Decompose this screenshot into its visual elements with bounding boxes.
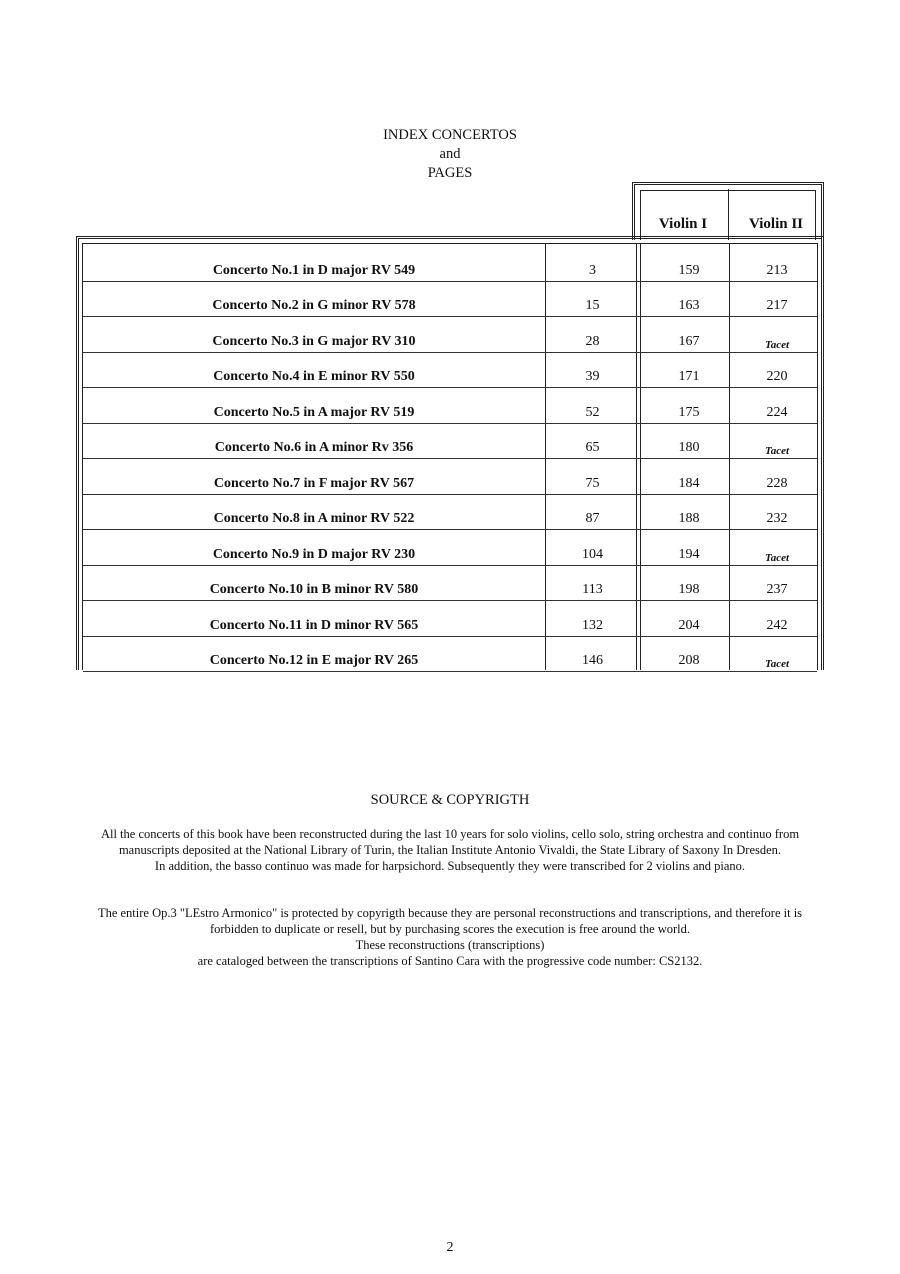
title-line-1: INDEX CONCERTOS bbox=[383, 127, 517, 143]
concerto-name: Concerto No.2 in G minor RV 578 bbox=[212, 298, 416, 313]
source-paragraph-2-line-3: are cataloged between the transcriptions of Santino Cara with the progressive code number: CS2132. bbox=[197, 954, 703, 968]
table-row bbox=[83, 352, 817, 389]
violin1-page: 171 bbox=[678, 369, 700, 384]
violin1-page: 175 bbox=[678, 404, 700, 420]
score-page: 15 bbox=[585, 298, 600, 313]
violin2-page: 228 bbox=[766, 475, 788, 491]
concerto-name: Concerto No.4 in E minor RV 550 bbox=[213, 369, 415, 384]
violin1-page: 188 bbox=[678, 511, 700, 526]
violin2-page: 220 bbox=[766, 369, 788, 384]
score-page: 75 bbox=[585, 475, 600, 491]
table-row bbox=[83, 600, 817, 637]
score-page: 65 bbox=[585, 440, 600, 455]
source-paragraph-2 bbox=[95, 905, 805, 969]
table-row bbox=[83, 245, 817, 282]
violin2-page: 213 bbox=[766, 262, 788, 278]
source-title: SOURCE & COPYRIGTH bbox=[370, 792, 530, 808]
concerto-name: Concerto No.12 in E major RV 265 bbox=[209, 653, 419, 668]
source-paragraph-1-line-1: All the concerts of this book have been reconstructed during the last 10 years for solo violins, cello solo, string orchestra and continuo from manuscripts deposited at the National Library of Turin, the Italian Institute Antonio Vivaldi, the State Library of Saxony In Dresden. bbox=[100, 827, 800, 857]
violin1-page: 204 bbox=[678, 617, 700, 633]
source-paragraph-1 bbox=[95, 826, 805, 874]
violin1-page: 194 bbox=[678, 546, 700, 562]
table-row bbox=[83, 494, 817, 531]
score-page: 104 bbox=[582, 546, 603, 562]
violin1-page: 208 bbox=[678, 653, 700, 668]
violin1-page: 167 bbox=[678, 333, 700, 349]
index-title bbox=[0, 126, 900, 183]
source-paragraph-2-line-1: The entire Op.3 "LEstro Armonico" is protected by copyrigth because they are personal reconstructions and transcriptions, and therefore it is forbidden to duplicate or resell, but by purchasing scores the execution is free around the world. bbox=[97, 906, 803, 936]
violin1-page: 180 bbox=[678, 440, 700, 455]
table-row bbox=[83, 316, 817, 353]
violin2-page: Tacet bbox=[764, 338, 790, 351]
table-row bbox=[83, 387, 817, 424]
violin1-header: Violin I bbox=[658, 216, 708, 232]
violin1-page: 184 bbox=[678, 475, 700, 491]
concerto-name: Concerto No.1 in D major RV 549 bbox=[212, 262, 416, 278]
concerto-name: Concerto No.9 in D major RV 230 bbox=[212, 546, 416, 562]
score-page: 52 bbox=[585, 404, 600, 420]
violin-header-box bbox=[632, 182, 824, 240]
concerto-name: Concerto No.8 in A minor RV 522 bbox=[213, 511, 415, 526]
violin2-page: 232 bbox=[766, 511, 788, 526]
concerto-name: Concerto No.10 in B minor RV 580 bbox=[209, 582, 419, 597]
violin2-page: 237 bbox=[766, 582, 788, 597]
score-page: 28 bbox=[585, 333, 600, 349]
concerto-name: Concerto No.7 in F major RV 567 bbox=[213, 475, 415, 491]
table-row bbox=[83, 565, 817, 602]
table-row bbox=[83, 636, 817, 673]
violin1-page: 198 bbox=[678, 582, 700, 597]
concerto-name: Concerto No.5 in A major RV 519 bbox=[213, 404, 415, 420]
concerto-name: Concerto No.11 in D minor RV 565 bbox=[209, 617, 419, 633]
violin2-page: Tacet bbox=[764, 551, 790, 564]
score-page: 39 bbox=[585, 369, 600, 384]
violin2-page: Tacet bbox=[764, 445, 790, 457]
source-paragraph-2-line-2: These reconstructions (transcriptions) bbox=[355, 938, 545, 952]
table-row bbox=[83, 458, 817, 495]
title-line-3: PAGES bbox=[427, 165, 473, 181]
score-page: 132 bbox=[582, 617, 603, 633]
violin2-page: Tacet bbox=[764, 658, 790, 670]
score-page: 113 bbox=[582, 582, 603, 597]
score-page: 3 bbox=[589, 262, 596, 278]
violin1-page: 163 bbox=[678, 298, 700, 313]
title-line-2: and bbox=[439, 146, 461, 162]
violin2-page: 224 bbox=[766, 404, 788, 420]
violin2-page: 217 bbox=[766, 298, 788, 313]
page-number: 2 bbox=[446, 1240, 454, 1255]
violin2-page: 242 bbox=[766, 617, 788, 633]
concerto-name: Concerto No.3 in G major RV 310 bbox=[212, 333, 416, 349]
table-row bbox=[83, 423, 817, 460]
index-table bbox=[76, 236, 824, 670]
table-row bbox=[83, 281, 817, 318]
source-paragraph-1-line-2: In addition, the basso continuo was made for harpsichord. Subsequently they were transcribed for 2 violins and piano. bbox=[154, 859, 746, 873]
violin2-header: Violin II bbox=[748, 216, 804, 232]
score-page: 87 bbox=[585, 511, 600, 526]
table-row bbox=[83, 529, 817, 566]
concerto-name: Concerto No.6 in A minor Rv 356 bbox=[214, 440, 414, 455]
violin1-page: 159 bbox=[678, 262, 700, 278]
score-page: 146 bbox=[582, 653, 603, 668]
